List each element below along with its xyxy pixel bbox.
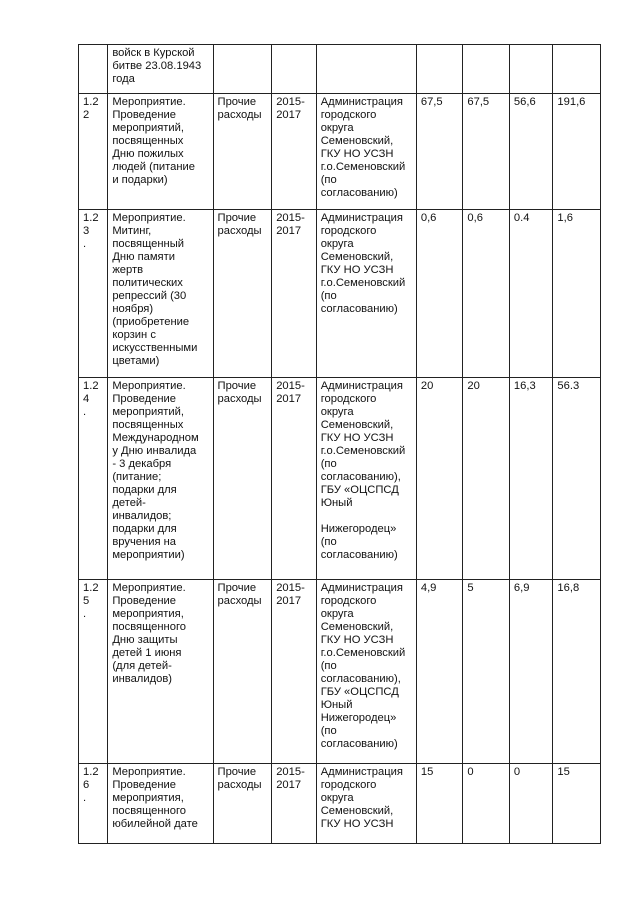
table-row — [79, 764, 601, 844]
period-years: 2015- 2017 — [272, 94, 317, 210]
period-years: 2015- 2017 — [272, 378, 317, 580]
measure-name: Мероприятие. Проведение мероприятия, посвященного Дню защиты детей 1 июня (для детей- инвалидов) — [108, 580, 213, 764]
value-total: 56.3 — [553, 378, 601, 580]
value-total: 15 — [553, 764, 601, 844]
program-measures-table — [78, 44, 601, 844]
table-row — [79, 210, 601, 378]
expense-type: Прочие расходы — [213, 94, 272, 210]
period-years — [272, 45, 317, 94]
expense-type: Прочие расходы — [213, 764, 272, 844]
value-total: 16,8 — [553, 580, 601, 764]
value-3: 56,6 — [509, 94, 553, 210]
value-3: 0.4 — [509, 210, 553, 378]
value-1: 20 — [416, 378, 463, 580]
value-total: 191,6 — [553, 94, 601, 210]
executor: Администрация городского округа Семеновский, ГКУ НО УСЗН — [316, 764, 416, 844]
expense-type: Прочие расходы — [213, 210, 272, 378]
value-total — [553, 45, 601, 94]
expense-type: Прочие расходы — [213, 378, 272, 580]
executor: Администрация городского округа Семеновский, ГКУ НО УСЗН г.о.Семеновский (по согласованию), ГБУ «ОЦСПСД Юный Нижегородец» (по согласованию) — [316, 378, 416, 580]
value-3: 0 — [509, 764, 553, 844]
value-total: 1,6 — [553, 210, 601, 378]
row-number: 1.25 . — [79, 580, 108, 764]
measure-name: Мероприятие. Проведение мероприятий, посвященных Дню пожилых людей (питание и подарки) — [108, 94, 213, 210]
value-3 — [509, 45, 553, 94]
measure-name: войск в Курской битве 23.08.1943 года — [108, 45, 213, 94]
executor — [316, 45, 416, 94]
table-row — [79, 94, 601, 210]
value-1 — [416, 45, 463, 94]
measure-name: Мероприятие. Митинг, посвященный Дню памяти жертв политических репрессий (30 ноября) (приобретение корзин с искусственными цветами) — [108, 210, 213, 378]
period-years: 2015- 2017 — [272, 764, 317, 844]
table-row — [79, 580, 601, 764]
value-2: 0,6 — [463, 210, 510, 378]
table-row — [79, 45, 601, 94]
value-1: 67,5 — [416, 94, 463, 210]
value-2: 20 — [463, 378, 510, 580]
row-number: 1.22 — [79, 94, 108, 210]
measure-name: Мероприятие. Проведение мероприятий, посвященных Международном у Дню инвалида - 3 декабря (питание; подарки для детей- инвалидов; подарки для вручения на мероприятии) — [108, 378, 213, 580]
value-2: 5 — [463, 580, 510, 764]
period-years: 2015- 2017 — [272, 580, 317, 764]
measure-name: Мероприятие. Проведение мероприятия, посвященного юбилейной дате — [108, 764, 213, 844]
row-number: 1.26 . — [79, 764, 108, 844]
table-row — [79, 378, 601, 580]
value-1: 0,6 — [416, 210, 463, 378]
period-years: 2015- 2017 — [272, 210, 317, 378]
value-2: 67,5 — [463, 94, 510, 210]
value-2: 0 — [463, 764, 510, 844]
row-number: 1.23 . — [79, 210, 108, 378]
row-number: 1.24 . — [79, 378, 108, 580]
value-1: 15 — [416, 764, 463, 844]
executor: Администрация городского округа Семеновский, ГКУ НО УСЗН г.о.Семеновский (по согласованию), ГБУ «ОЦСПСД Юный Нижегородец» (по согласованию) — [316, 580, 416, 764]
value-3: 16,3 — [509, 378, 553, 580]
value-1: 4,9 — [416, 580, 463, 764]
value-3: 6,9 — [509, 580, 553, 764]
expense-type: Прочие расходы — [213, 580, 272, 764]
value-2 — [463, 45, 510, 94]
row-number — [79, 45, 108, 94]
executor: Администрация городского округа Семеновский, ГКУ НО УСЗН г.о.Семеновский (по согласованию) — [316, 210, 416, 378]
executor: Администрация городского округа Семеновский, ГКУ НО УСЗН г.о.Семеновский (по согласованию) — [316, 94, 416, 210]
expense-type — [213, 45, 272, 94]
